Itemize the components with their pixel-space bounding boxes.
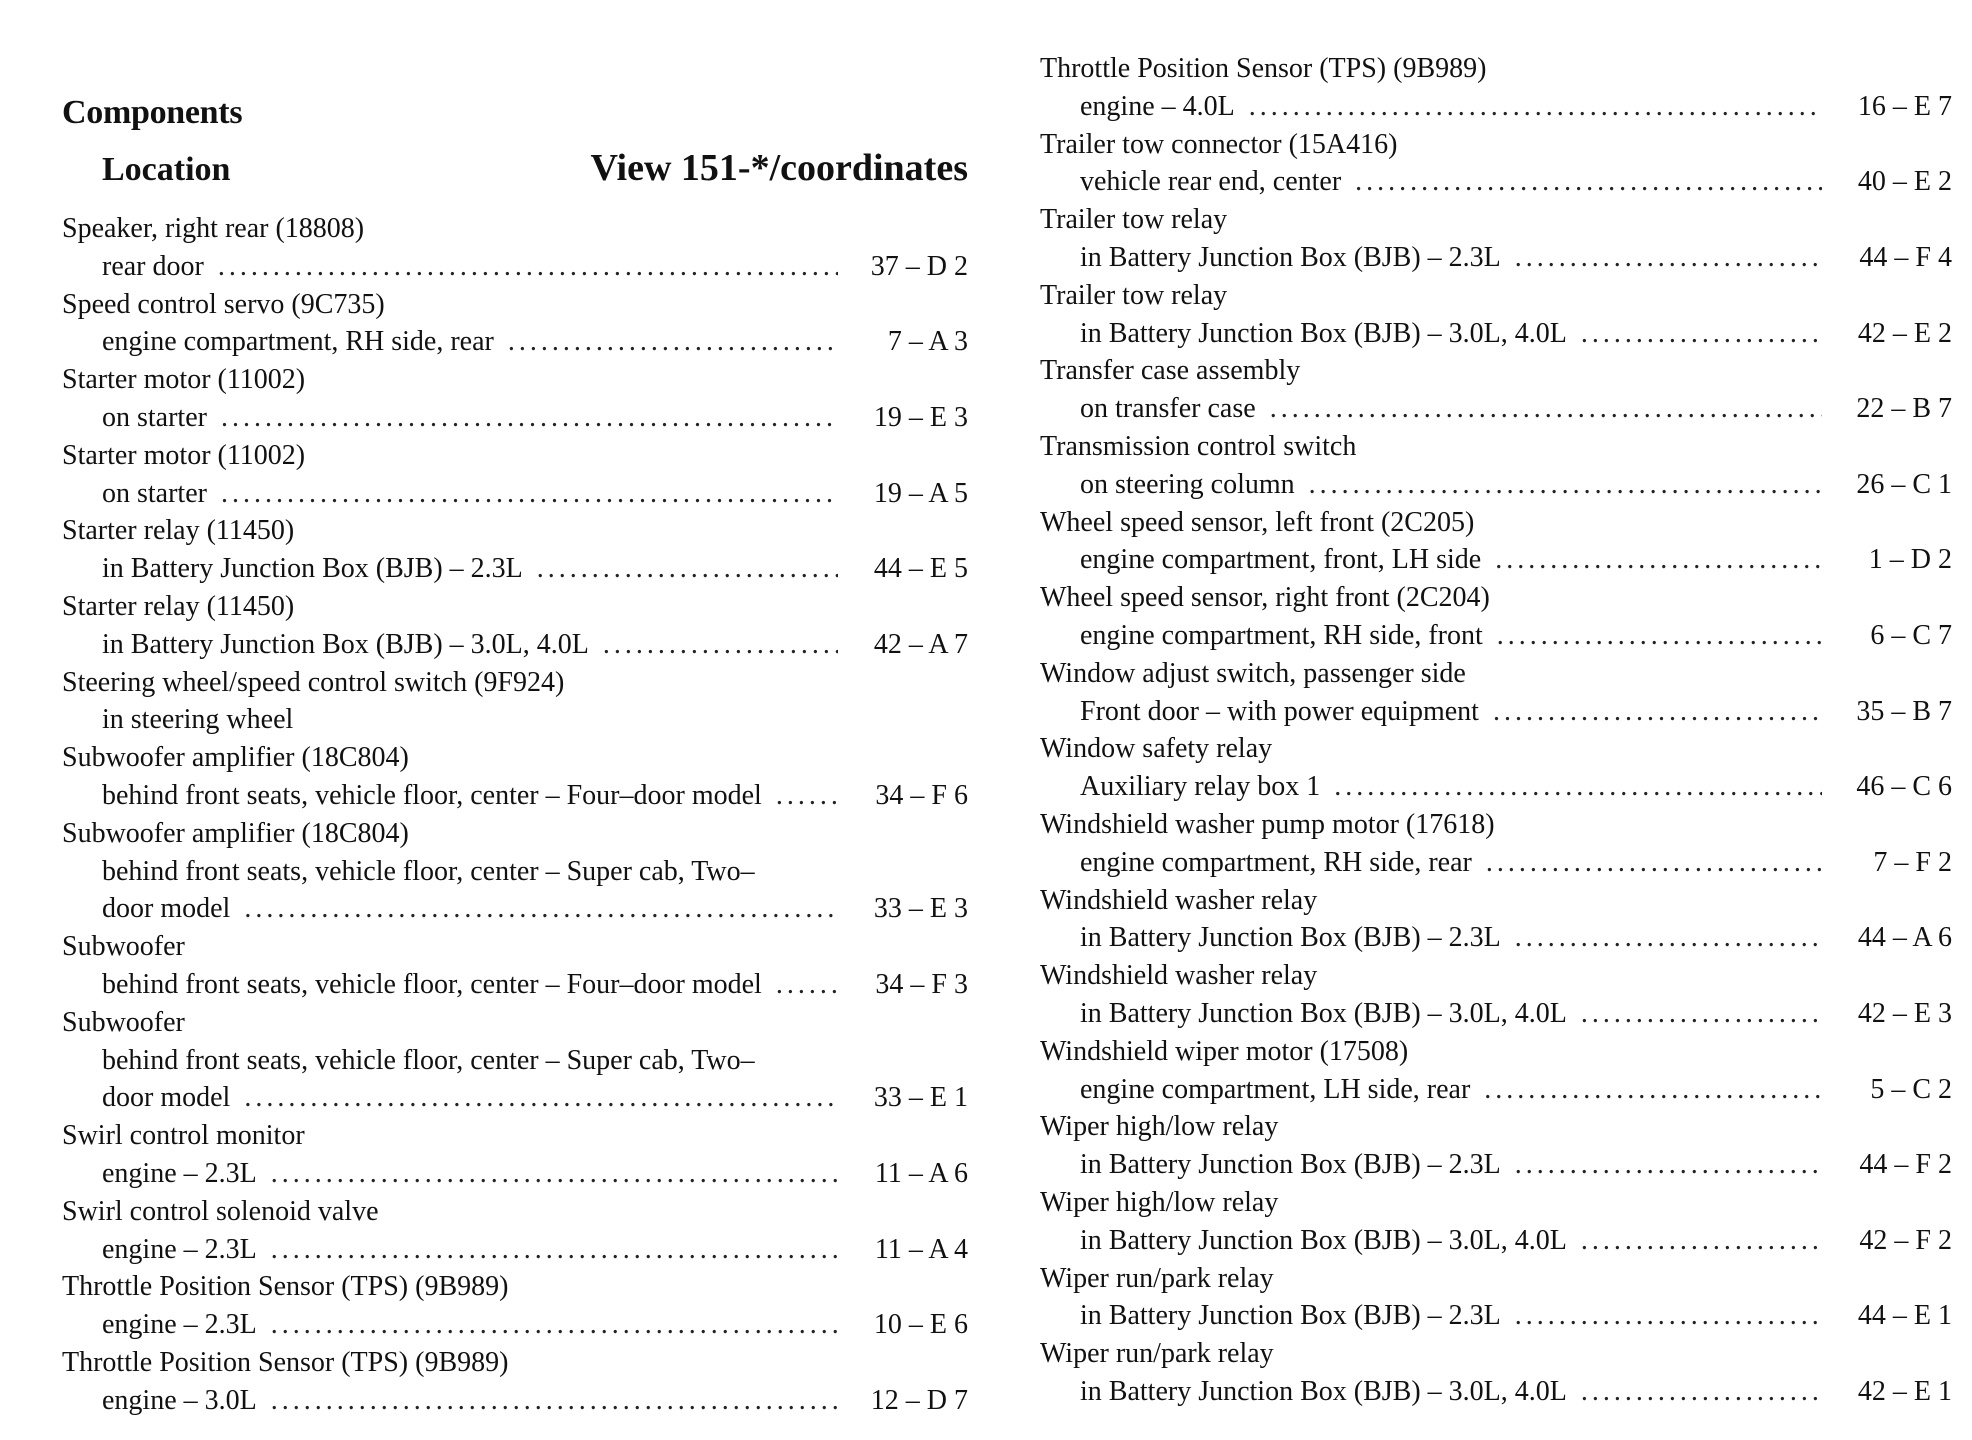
location-text: behind front seats, vehicle floor, center – Four–door model	[102, 779, 762, 811]
location-text: in Battery Junction Box (BJB) – 3.0L, 4.0L	[1080, 1375, 1567, 1407]
dot-leader	[1355, 163, 1822, 201]
dot-leader	[603, 626, 838, 664]
location-line	[1040, 919, 1952, 957]
location-text: door model	[102, 1082, 231, 1114]
location-text: engine compartment, RH side, rear	[102, 326, 494, 358]
component-name: Steering wheel/speed control switch (9F924)	[62, 666, 565, 698]
component-entry	[62, 664, 968, 740]
location-text: on steering column	[1080, 468, 1295, 500]
view-coordinates: 16 – E 7	[1857, 90, 1952, 122]
location-line	[1040, 1146, 1952, 1184]
location-line	[62, 1155, 968, 1193]
location-text: in Battery Junction Box (BJB) – 3.0L, 4.0L	[1080, 317, 1567, 349]
component-name: Transfer case assembly	[1040, 355, 1301, 387]
component-name: Trailer tow relay	[1040, 204, 1228, 236]
component-name: Subwoofer	[62, 931, 185, 963]
component-name: Wheel speed sensor, right front (2C204)	[1040, 582, 1490, 614]
component-name: Window adjust switch, passenger side	[1040, 657, 1466, 689]
location-text: door model	[102, 893, 231, 925]
view-coordinates: 42 – A 7	[873, 628, 968, 660]
location-line	[1040, 163, 1952, 201]
view-coordinates: 37 – D 2	[870, 250, 968, 282]
component-entry	[62, 815, 968, 928]
dot-leader	[1581, 1373, 1822, 1411]
dot-leader	[1515, 1297, 1822, 1335]
dot-leader	[221, 399, 838, 437]
location-text: on starter	[102, 477, 207, 509]
column-header	[62, 146, 968, 190]
dot-leader	[221, 475, 838, 513]
view-coordinates: 44 – F 2	[1859, 1149, 1952, 1181]
location-text: on transfer case	[1080, 393, 1256, 425]
component-name: Transmission control switch	[1040, 430, 1357, 462]
location-line	[1040, 88, 1952, 126]
component-name: Wiper run/park relay	[1040, 1338, 1274, 1370]
location-line	[1040, 315, 1952, 353]
location-text-line1: behind front seats, vehicle floor, center – Super cab, Two–	[102, 855, 755, 887]
component-name: Window safety relay	[1040, 733, 1273, 765]
view-coordinates: 35 – B 7	[1856, 695, 1952, 727]
component-name: Speaker, right rear (18808)	[62, 213, 365, 244]
view-coordinates: 12 – D 7	[870, 1384, 968, 1416]
location-text: engine compartment, front, LH side	[1080, 544, 1482, 576]
component-name: Windshield washer relay	[1040, 884, 1318, 916]
view-coordinates: 33 – E 1	[873, 1082, 968, 1114]
component-name: Starter relay (11450)	[62, 515, 295, 547]
component-entry	[62, 210, 968, 286]
component-entry	[62, 286, 968, 362]
view-coordinates: 33 – E 3	[873, 893, 968, 925]
view-coordinates: 7 – F 2	[1873, 846, 1952, 878]
dot-leader	[1515, 919, 1822, 957]
view-coordinates: 34 – F 6	[875, 779, 968, 811]
location-line	[62, 701, 968, 739]
location-line	[1040, 466, 1952, 504]
component-name: Windshield washer pump motor (17618)	[1040, 808, 1495, 840]
location-text: in Battery Junction Box (BJB) – 3.0L, 4.0L	[102, 628, 589, 660]
location-text: Auxiliary relay box 1	[1080, 771, 1321, 803]
location-line	[62, 475, 968, 513]
location-line	[1040, 541, 1952, 579]
location-text: engine compartment, RH side, front	[1080, 619, 1483, 651]
location-text: engine compartment, LH side, rear	[1080, 1073, 1471, 1105]
location-text: behind front seats, vehicle floor, center – Four–door model	[102, 968, 762, 1000]
dot-leader	[1495, 541, 1822, 579]
dot-leader	[1515, 239, 1822, 277]
location-text: engine – 2.3L	[102, 1309, 257, 1341]
view-coordinates: 10 – E 6	[873, 1309, 968, 1341]
component-name: Wiper high/low relay	[1040, 1111, 1279, 1143]
component-name: Speed control servo (9C735)	[62, 288, 385, 320]
dot-leader	[1270, 390, 1822, 428]
location-text: vehicle rear end, center	[1080, 166, 1342, 198]
location-text: in Battery Junction Box (BJB) – 2.3L	[1080, 1149, 1501, 1181]
component-entry	[1040, 882, 1952, 958]
dot-leader	[776, 966, 838, 1004]
component-name: Subwoofer amplifier (18C804)	[62, 817, 409, 849]
component-entry	[62, 361, 968, 437]
component-name: Wiper high/low relay	[1040, 1186, 1279, 1218]
view-coordinates: 42 – E 1	[1857, 1375, 1952, 1407]
location-text: in Battery Junction Box (BJB) – 2.3L	[1080, 1300, 1501, 1332]
view-coordinates: 19 – E 3	[873, 401, 968, 433]
dot-leader	[1581, 1222, 1822, 1260]
location-line	[1040, 390, 1952, 428]
dot-leader	[1497, 617, 1822, 655]
location-line	[1040, 617, 1952, 655]
location-text: engine – 2.3L	[102, 1233, 257, 1265]
component-entry	[1040, 957, 1952, 1033]
component-entry	[62, 437, 968, 513]
dot-leader	[244, 890, 838, 928]
section-title: Components	[62, 94, 243, 131]
location-text: in Battery Junction Box (BJB) – 2.3L	[1080, 241, 1501, 273]
view-coordinates: 26 – C 1	[1856, 468, 1952, 500]
location-text: in Battery Junction Box (BJB) – 3.0L, 4.0L	[1080, 1224, 1567, 1256]
component-name: Starter motor (11002)	[62, 364, 306, 396]
component-name: Trailer tow connector (15A416)	[1040, 128, 1398, 160]
dot-leader	[244, 1079, 838, 1117]
component-name: Windshield washer relay	[1040, 960, 1318, 992]
location-line	[1040, 1071, 1952, 1109]
component-entry	[1040, 1260, 1952, 1336]
component-entry	[1040, 579, 1952, 655]
location-line	[62, 550, 968, 588]
location-line	[62, 890, 968, 928]
dot-leader	[1486, 844, 1822, 882]
view-coordinates: 46 – C 6	[1856, 771, 1952, 803]
dot-leader	[1484, 1071, 1822, 1109]
component-entry	[1040, 806, 1952, 882]
component-entry	[1040, 504, 1952, 580]
view-coordinates: 19 – A 5	[873, 477, 968, 509]
dot-leader	[271, 1306, 838, 1344]
component-entry	[1040, 1108, 1952, 1184]
location-text-line1: behind front seats, vehicle floor, center – Super cab, Two–	[102, 1044, 755, 1076]
component-entry	[1040, 50, 1952, 126]
view-coordinates: 42 – F 2	[1859, 1224, 1952, 1256]
location-text: in steering wheel	[102, 704, 294, 736]
component-entry	[62, 512, 968, 588]
dot-leader	[1515, 1146, 1822, 1184]
location-line	[1040, 1297, 1952, 1335]
location-line	[62, 966, 968, 1004]
dot-leader	[1581, 315, 1822, 353]
location-line	[62, 1382, 968, 1420]
location-line	[1040, 1222, 1952, 1260]
component-entry	[1040, 277, 1952, 353]
component-entry	[62, 1193, 968, 1269]
component-entry	[1040, 126, 1952, 202]
view-coordinates: 7 – A 3	[887, 326, 968, 358]
view-coordinates: 22 – B 7	[1856, 393, 1952, 425]
component-entry	[1040, 1335, 1952, 1411]
view-coordinates: 42 – E 3	[1857, 997, 1952, 1029]
component-entry	[62, 1117, 968, 1193]
view-coordinates: 44 – A 6	[1857, 922, 1952, 954]
location-line	[62, 777, 968, 815]
component-name: Wheel speed sensor, left front (2C205)	[1040, 506, 1475, 538]
component-name: Throttle Position Sensor (TPS) (9B989)	[62, 1271, 509, 1303]
component-name: Subwoofer amplifier (18C804)	[62, 742, 409, 774]
location-line	[1040, 844, 1952, 882]
component-name: Throttle Position Sensor (TPS) (9B989)	[62, 1346, 509, 1378]
component-name: Starter motor (11002)	[62, 439, 306, 471]
dot-leader	[1493, 693, 1822, 731]
location-text: engine – 2.3L	[102, 1157, 257, 1189]
location-line	[1040, 768, 1952, 806]
component-entry	[1040, 352, 1952, 428]
component-name: Throttle Position Sensor (TPS) (9B989)	[1040, 53, 1487, 84]
dot-leader	[1249, 88, 1822, 126]
view-coordinates: 40 – E 2	[1857, 166, 1952, 198]
view-coordinates: 11 – A 4	[874, 1233, 968, 1265]
location-text: engine compartment, RH side, rear	[1080, 846, 1472, 878]
location-text: Front door – with power equipment	[1080, 695, 1479, 727]
location-line	[62, 248, 968, 286]
location-text: in Battery Junction Box (BJB) – 2.3L	[102, 553, 523, 585]
location-text: in Battery Junction Box (BJB) – 2.3L	[1080, 922, 1501, 954]
component-name: Swirl control monitor	[62, 1120, 305, 1152]
location-line	[1040, 693, 1952, 731]
dot-leader	[271, 1382, 838, 1420]
view-coordinates: 34 – F 3	[875, 968, 968, 1000]
dot-leader	[218, 248, 838, 286]
component-entry	[62, 1344, 968, 1420]
view-coordinates: 11 – A 6	[874, 1157, 968, 1189]
view-coordinates: 42 – E 2	[1857, 317, 1952, 349]
dot-leader	[1334, 768, 1822, 806]
dot-leader	[1309, 466, 1822, 504]
location-line	[1040, 995, 1952, 1033]
left-entry-list	[62, 210, 968, 1420]
component-name: Wiper run/park relay	[1040, 1262, 1274, 1294]
location-text: engine – 3.0L	[102, 1384, 257, 1416]
location-line	[62, 1306, 968, 1344]
view-coordinates-header: View 151-*/coordinates	[590, 147, 968, 189]
component-entry	[62, 1004, 968, 1117]
component-entry	[62, 739, 968, 815]
right-entry-list	[1040, 50, 1952, 1411]
location-text: on starter	[102, 401, 207, 433]
location-line	[62, 323, 968, 361]
location-header: Location	[102, 151, 231, 188]
dot-leader	[271, 1231, 838, 1269]
location-text: in Battery Junction Box (BJB) – 3.0L, 4.0L	[1080, 997, 1567, 1029]
dot-leader	[271, 1155, 838, 1193]
component-name: Starter relay (11450)	[62, 590, 295, 622]
component-entry	[1040, 428, 1952, 504]
component-entry	[1040, 655, 1952, 731]
location-line	[1040, 239, 1952, 277]
component-entry	[62, 588, 968, 664]
location-line	[1040, 1373, 1952, 1411]
view-coordinates: 44 – F 4	[1859, 241, 1952, 273]
location-text: engine – 4.0L	[1080, 90, 1235, 122]
component-name: Windshield wiper motor (17508)	[1040, 1035, 1409, 1067]
location-line	[62, 1079, 968, 1117]
location-line	[62, 626, 968, 664]
location-text: rear door	[102, 250, 204, 282]
dot-leader	[508, 323, 838, 361]
component-name: Trailer tow relay	[1040, 279, 1228, 311]
component-name: Subwoofer	[62, 1006, 185, 1038]
view-coordinates: 6 – C 7	[1870, 619, 1952, 651]
component-entry	[1040, 730, 1952, 806]
component-entry	[1040, 1184, 1952, 1260]
view-coordinates: 44 – E 5	[873, 553, 968, 585]
location-line	[62, 399, 968, 437]
dot-leader	[537, 550, 838, 588]
view-coordinates: 1 – D 2	[1868, 544, 1952, 576]
view-coordinates: 44 – E 1	[1857, 1300, 1952, 1332]
component-entry	[1040, 1033, 1952, 1109]
dot-leader	[776, 777, 838, 815]
location-line	[62, 1231, 968, 1269]
dot-leader	[1581, 995, 1822, 1033]
component-entry	[62, 928, 968, 1004]
component-entry	[1040, 201, 1952, 277]
view-coordinates: 5 – C 2	[1870, 1073, 1952, 1105]
component-name: Swirl control solenoid valve	[62, 1195, 379, 1227]
component-entry	[62, 1268, 968, 1344]
